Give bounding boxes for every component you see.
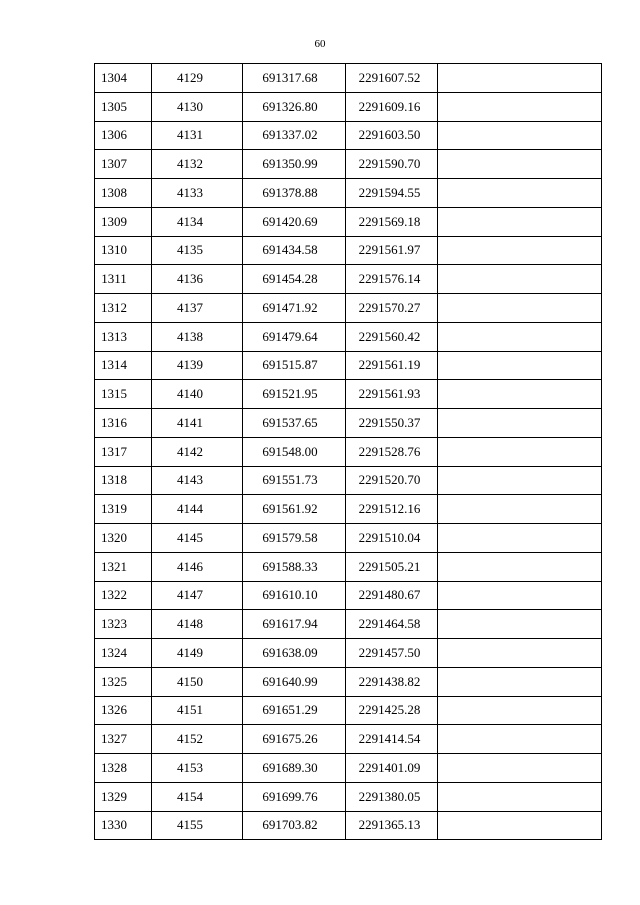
cell-y-coordinate: 2291365.13: [346, 811, 438, 840]
cell-note: [438, 811, 602, 840]
cell-note: [438, 207, 602, 236]
cell-point-id: 4152: [152, 725, 243, 754]
cell-row-number: 1324: [95, 639, 152, 668]
cell-x-coordinate: 691699.76: [243, 782, 346, 811]
cell-y-coordinate: 2291609.16: [346, 92, 438, 121]
cell-row-number: 1314: [95, 351, 152, 380]
cell-note: [438, 92, 602, 121]
cell-point-id: 4153: [152, 754, 243, 783]
table-row: [95, 696, 602, 725]
cell-note: [438, 466, 602, 495]
cell-point-id: 4137: [152, 294, 243, 323]
cell-row-number: 1319: [95, 495, 152, 524]
table-row: [95, 322, 602, 351]
cell-row-number: 1307: [95, 150, 152, 179]
cell-row-number: 1312: [95, 294, 152, 323]
table-row: [95, 207, 602, 236]
table-row: [95, 236, 602, 265]
cell-row-number: 1313: [95, 322, 152, 351]
cell-x-coordinate: 691548.00: [243, 437, 346, 466]
table-row: [95, 265, 602, 294]
cell-row-number: 1305: [95, 92, 152, 121]
cell-x-coordinate: 691561.92: [243, 495, 346, 524]
table-row: [95, 64, 602, 93]
cell-y-coordinate: 2291510.04: [346, 524, 438, 553]
cell-y-coordinate: 2291561.93: [346, 380, 438, 409]
table-row: [95, 92, 602, 121]
table-row: [95, 437, 602, 466]
cell-x-coordinate: 691675.26: [243, 725, 346, 754]
cell-point-id: 4151: [152, 696, 243, 725]
cell-point-id: 4146: [152, 552, 243, 581]
cell-x-coordinate: 691317.68: [243, 64, 346, 93]
cell-row-number: 1304: [95, 64, 152, 93]
cell-note: [438, 236, 602, 265]
cell-x-coordinate: 691326.80: [243, 92, 346, 121]
table-row: [95, 380, 602, 409]
cell-x-coordinate: 691350.99: [243, 150, 346, 179]
cell-x-coordinate: 691420.69: [243, 207, 346, 236]
cell-row-number: 1322: [95, 581, 152, 610]
table-row: [95, 610, 602, 639]
cell-row-number: 1330: [95, 811, 152, 840]
cell-row-number: 1329: [95, 782, 152, 811]
table-row: [95, 495, 602, 524]
cell-point-id: 4130: [152, 92, 243, 121]
cell-x-coordinate: 691551.73: [243, 466, 346, 495]
cell-point-id: 4145: [152, 524, 243, 553]
cell-note: [438, 667, 602, 696]
cell-row-number: 1317: [95, 437, 152, 466]
cell-point-id: 4147: [152, 581, 243, 610]
cell-point-id: 4141: [152, 409, 243, 438]
cell-y-coordinate: 2291438.82: [346, 667, 438, 696]
cell-y-coordinate: 2291520.70: [346, 466, 438, 495]
cell-y-coordinate: 2291569.18: [346, 207, 438, 236]
cell-x-coordinate: 691434.58: [243, 236, 346, 265]
cell-note: [438, 754, 602, 783]
cell-y-coordinate: 2291512.16: [346, 495, 438, 524]
cell-row-number: 1325: [95, 667, 152, 696]
cell-y-coordinate: 2291425.28: [346, 696, 438, 725]
cell-note: [438, 179, 602, 208]
page-number: 60: [314, 38, 326, 50]
cell-point-id: 4150: [152, 667, 243, 696]
cell-y-coordinate: 2291464.58: [346, 610, 438, 639]
cell-x-coordinate: 691610.10: [243, 581, 346, 610]
cell-row-number: 1328: [95, 754, 152, 783]
cell-y-coordinate: 2291401.09: [346, 754, 438, 783]
cell-row-number: 1306: [95, 121, 152, 150]
cell-note: [438, 294, 602, 323]
cell-note: [438, 610, 602, 639]
cell-y-coordinate: 2291505.21: [346, 552, 438, 581]
cell-note: [438, 581, 602, 610]
cell-x-coordinate: 691454.28: [243, 265, 346, 294]
table-row: [95, 150, 602, 179]
cell-y-coordinate: 2291457.50: [346, 639, 438, 668]
cell-x-coordinate: 691579.58: [243, 524, 346, 553]
cell-point-id: 4140: [152, 380, 243, 409]
cell-note: [438, 322, 602, 351]
cell-point-id: 4138: [152, 322, 243, 351]
cell-point-id: 4131: [152, 121, 243, 150]
cell-point-id: 4142: [152, 437, 243, 466]
cell-note: [438, 725, 602, 754]
cell-row-number: 1308: [95, 179, 152, 208]
cell-row-number: 1309: [95, 207, 152, 236]
cell-y-coordinate: 2291528.76: [346, 437, 438, 466]
cell-y-coordinate: 2291603.50: [346, 121, 438, 150]
cell-x-coordinate: 691378.88: [243, 179, 346, 208]
cell-point-id: 4143: [152, 466, 243, 495]
cell-note: [438, 495, 602, 524]
cell-point-id: 4136: [152, 265, 243, 294]
cell-y-coordinate: 2291414.54: [346, 725, 438, 754]
cell-point-id: 4135: [152, 236, 243, 265]
table-row: [95, 121, 602, 150]
cell-point-id: 4133: [152, 179, 243, 208]
table-row: [95, 639, 602, 668]
cell-note: [438, 150, 602, 179]
cell-note: [438, 380, 602, 409]
cell-note: [438, 64, 602, 93]
table-row: [95, 667, 602, 696]
coordinates-table: [94, 63, 602, 840]
cell-x-coordinate: 691689.30: [243, 754, 346, 783]
cell-note: [438, 437, 602, 466]
cell-x-coordinate: 691703.82: [243, 811, 346, 840]
cell-row-number: 1327: [95, 725, 152, 754]
cell-x-coordinate: 691638.09: [243, 639, 346, 668]
table-row: [95, 179, 602, 208]
cell-point-id: 4154: [152, 782, 243, 811]
cell-y-coordinate: 2291560.42: [346, 322, 438, 351]
cell-x-coordinate: 691337.02: [243, 121, 346, 150]
cell-x-coordinate: 691640.99: [243, 667, 346, 696]
cell-note: [438, 265, 602, 294]
cell-note: [438, 524, 602, 553]
cell-note: [438, 121, 602, 150]
cell-x-coordinate: 691617.94: [243, 610, 346, 639]
cell-point-id: 4155: [152, 811, 243, 840]
cell-y-coordinate: 2291594.55: [346, 179, 438, 208]
cell-row-number: 1310: [95, 236, 152, 265]
cell-row-number: 1326: [95, 696, 152, 725]
cell-point-id: 4144: [152, 495, 243, 524]
cell-y-coordinate: 2291607.52: [346, 64, 438, 93]
cell-point-id: 4129: [152, 64, 243, 93]
cell-row-number: 1323: [95, 610, 152, 639]
table-row: [95, 409, 602, 438]
table-row: [95, 811, 602, 840]
cell-x-coordinate: 691651.29: [243, 696, 346, 725]
cell-point-id: 4134: [152, 207, 243, 236]
table-row: [95, 725, 602, 754]
cell-y-coordinate: 2291561.97: [346, 236, 438, 265]
cell-x-coordinate: 691515.87: [243, 351, 346, 380]
cell-x-coordinate: 691537.65: [243, 409, 346, 438]
cell-note: [438, 639, 602, 668]
cell-y-coordinate: 2291590.70: [346, 150, 438, 179]
cell-point-id: 4149: [152, 639, 243, 668]
table-body: [95, 64, 602, 840]
cell-note: [438, 782, 602, 811]
table-row: [95, 581, 602, 610]
cell-y-coordinate: 2291570.27: [346, 294, 438, 323]
cell-x-coordinate: 691471.92: [243, 294, 346, 323]
cell-y-coordinate: 2291550.37: [346, 409, 438, 438]
cell-row-number: 1311: [95, 265, 152, 294]
cell-row-number: 1315: [95, 380, 152, 409]
table-row: [95, 524, 602, 553]
table-row: [95, 466, 602, 495]
cell-row-number: 1318: [95, 466, 152, 495]
table-row: [95, 351, 602, 380]
cell-y-coordinate: 2291576.14: [346, 265, 438, 294]
cell-point-id: 4139: [152, 351, 243, 380]
cell-note: [438, 552, 602, 581]
cell-x-coordinate: 691588.33: [243, 552, 346, 581]
cell-row-number: 1321: [95, 552, 152, 581]
cell-note: [438, 351, 602, 380]
table-row: [95, 754, 602, 783]
cell-row-number: 1320: [95, 524, 152, 553]
table-row: [95, 552, 602, 581]
cell-point-id: 4132: [152, 150, 243, 179]
cell-y-coordinate: 2291380.05: [346, 782, 438, 811]
cell-y-coordinate: 2291561.19: [346, 351, 438, 380]
cell-note: [438, 409, 602, 438]
cell-x-coordinate: 691479.64: [243, 322, 346, 351]
table-row: [95, 782, 602, 811]
table-row: [95, 294, 602, 323]
cell-note: [438, 696, 602, 725]
cell-row-number: 1316: [95, 409, 152, 438]
cell-y-coordinate: 2291480.67: [346, 581, 438, 610]
cell-point-id: 4148: [152, 610, 243, 639]
cell-x-coordinate: 691521.95: [243, 380, 346, 409]
